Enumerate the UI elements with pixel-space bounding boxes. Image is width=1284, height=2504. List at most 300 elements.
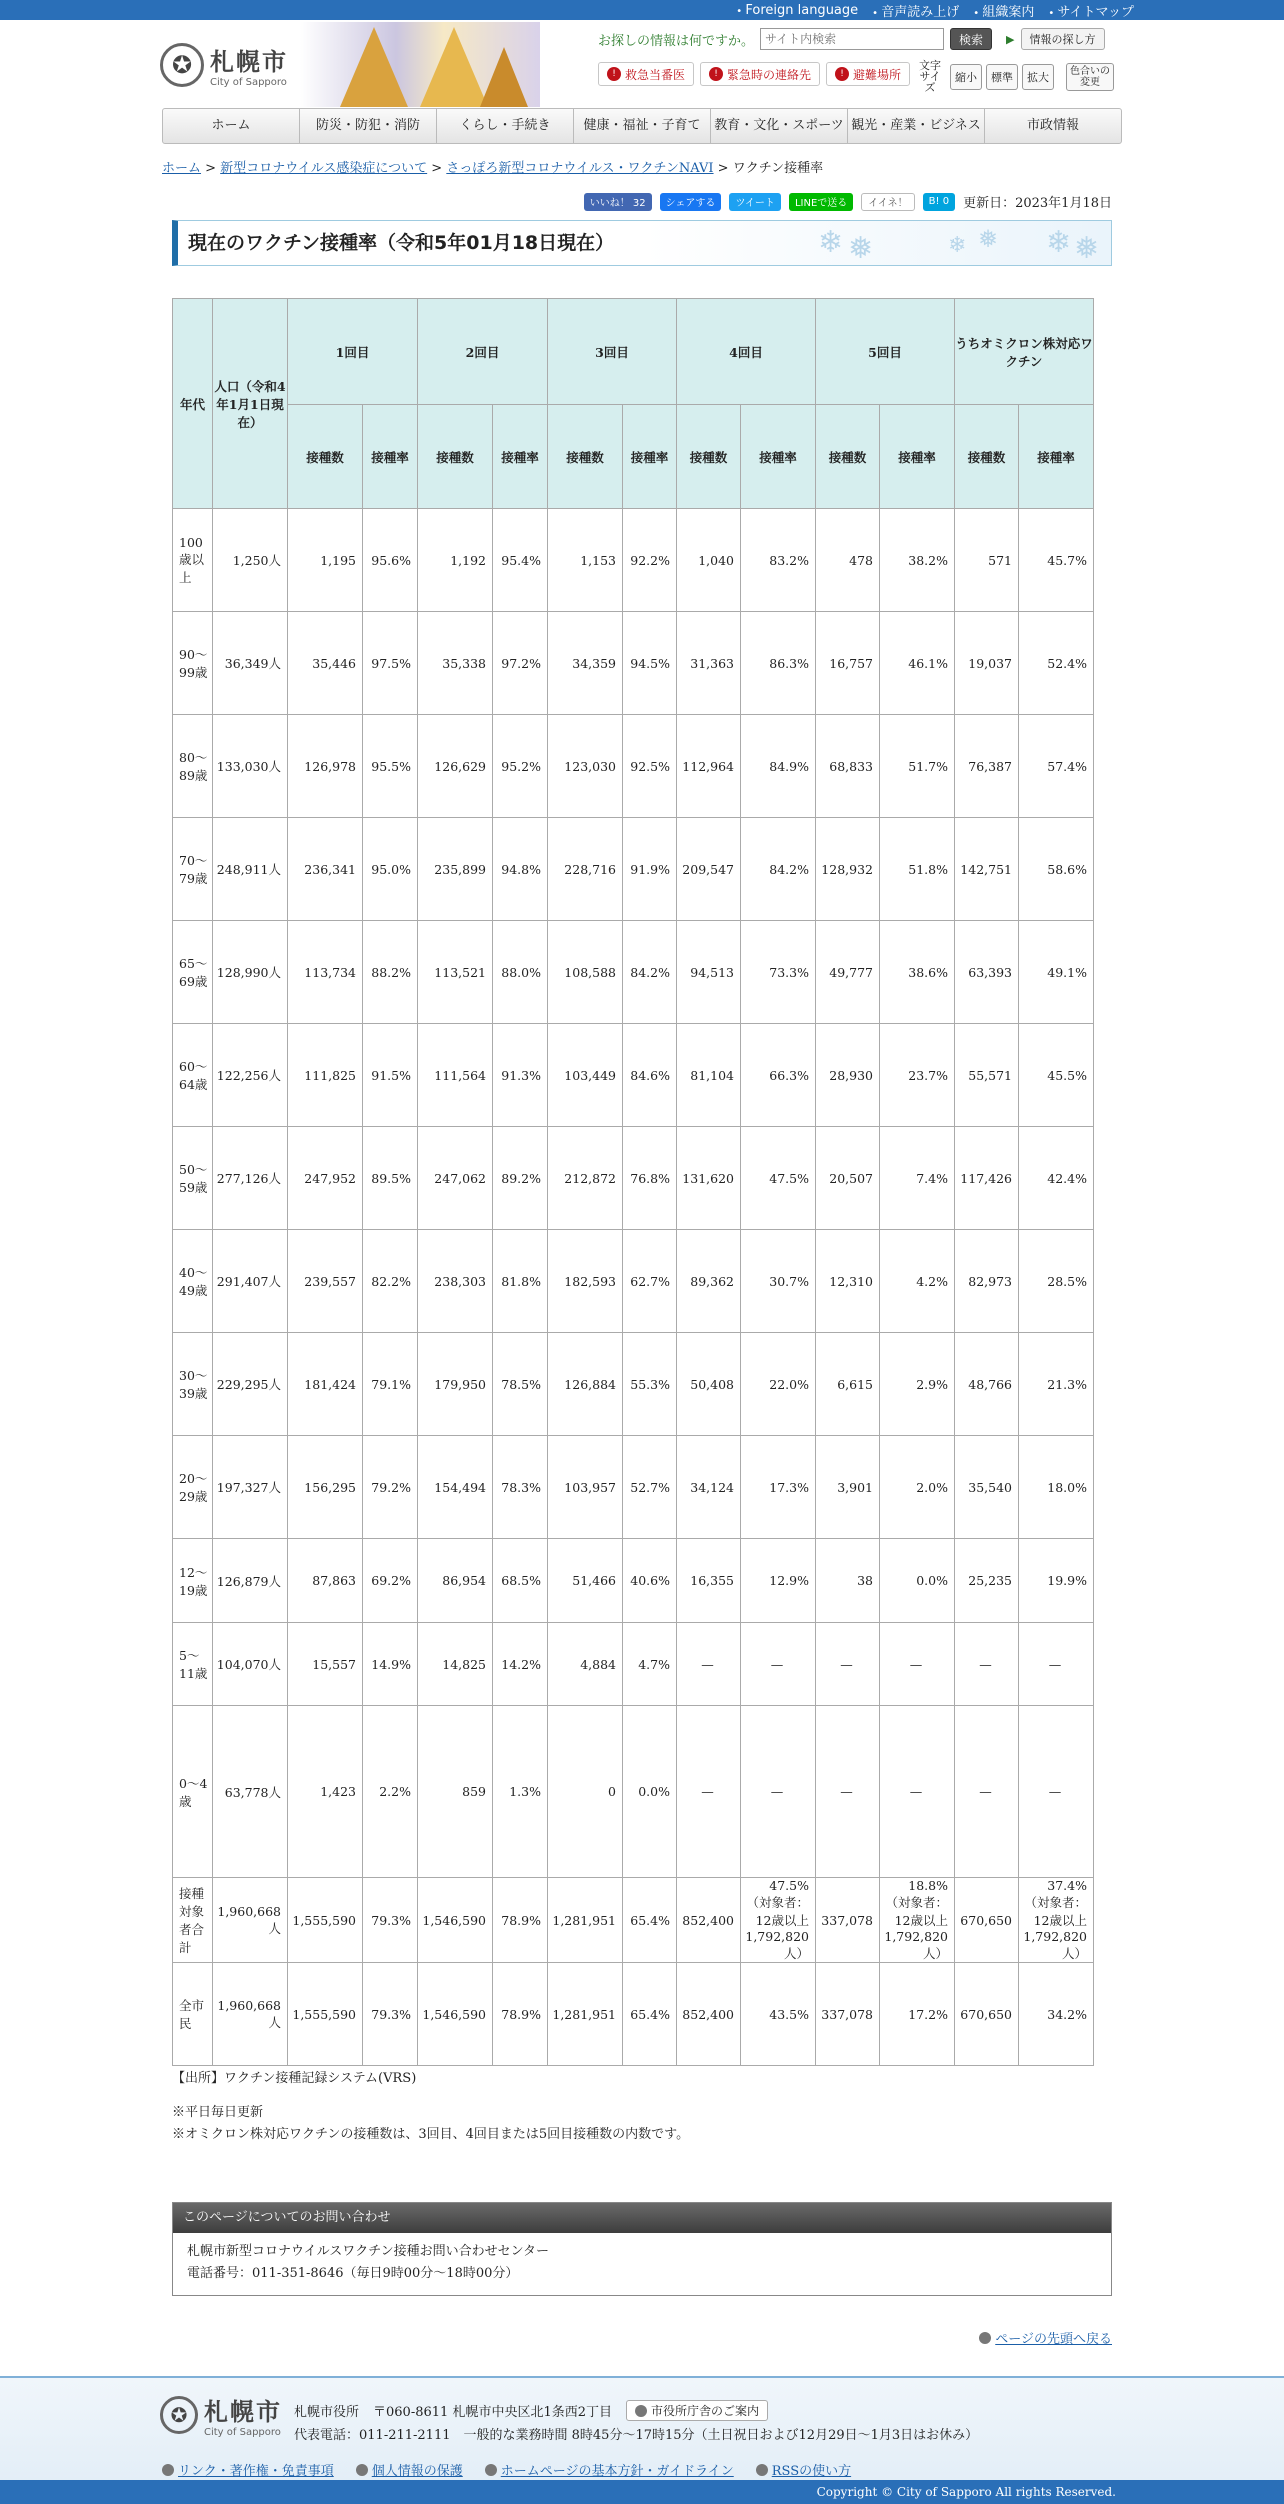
omicron-note: ※オミクロン株対応ワクチンの接種数は、3回目、4回目または5回目接種数の内数です。 [172, 2127, 690, 2142]
facebook-like-button[interactable]: いいね！ 32 [584, 193, 652, 211]
city-emblem-icon: ✪ [160, 2396, 198, 2434]
cell-rate: 89.2% [493, 1127, 548, 1230]
footer-link-privacy[interactable]: 個人情報の保護 [371, 2464, 463, 2479]
nav-city-info[interactable]: 市政情報 [1026, 118, 1079, 133]
snowflake-icon: ❄ [818, 225, 844, 260]
cell-rate: 92.2% [623, 509, 677, 612]
cell-count: 49,777 [816, 921, 880, 1024]
top-links [736, 0, 1134, 20]
cell-population: 128,990人 [213, 921, 288, 1024]
cell-count: 1,546,590 [418, 1878, 493, 1963]
snowflake-icon: ❄ [948, 233, 967, 258]
cell-rate: 91.9% [623, 818, 677, 921]
table-row [173, 1024, 1094, 1127]
cell-population: 277,126人 [213, 1127, 288, 1230]
cell-count: 126,629 [418, 715, 493, 818]
foreign-language-link[interactable]: • Foreign language [736, 3, 858, 18]
cell-rate: 14.9% [363, 1623, 418, 1706]
cell-count: 337,078 [816, 1963, 880, 2066]
page-title-box [172, 220, 1112, 266]
contact-box [172, 2202, 1112, 2296]
cell-count: 247,952 [288, 1127, 363, 1230]
alert-icon: ! [835, 67, 849, 81]
cell-count: 182,593 [548, 1230, 623, 1333]
cell-rate: 18.0% [1019, 1436, 1094, 1539]
cell-rate: 14.2% [493, 1623, 548, 1706]
city-emblem-icon: ✪ [160, 43, 204, 87]
cell-count: 128,932 [816, 818, 880, 921]
cell-count: 209,547 [677, 818, 741, 921]
cell-count: 76,387 [955, 715, 1019, 818]
cell-count: 859 [418, 1706, 493, 1878]
cell-count: 126,884 [548, 1333, 623, 1436]
cell-count: 0 [548, 1706, 623, 1878]
cell-age: 40～49歳 [173, 1230, 213, 1333]
cell-rate: 76.8% [623, 1127, 677, 1230]
cell-population: 197,327人 [213, 1436, 288, 1539]
cell-age: 100歳以上 [173, 509, 213, 612]
cell-count: 1,555,590 [288, 1963, 363, 2066]
cell-count: — [677, 1623, 741, 1706]
search-button[interactable]: 検索 [950, 28, 992, 50]
facebook-share-button[interactable]: シェアする [660, 193, 722, 211]
tweet-button[interactable]: ツイート [729, 193, 781, 211]
back-to-top [979, 2328, 1112, 2347]
cell-count: 236,341 [288, 818, 363, 921]
cell-count: 38 [816, 1539, 880, 1623]
cell-count: 4,884 [548, 1623, 623, 1706]
header-rate: 接種率 [1019, 405, 1094, 509]
cell-count: 113,734 [288, 921, 363, 1024]
cell-count: 1,040 [677, 509, 741, 612]
cell-rate: 2.0% [880, 1436, 955, 1539]
cell-count: 238,303 [418, 1230, 493, 1333]
nav-living[interactable]: くらし・手続き [437, 109, 574, 143]
cell-rate: 52.4% [1019, 612, 1094, 715]
cell-age: 50～59歳 [173, 1127, 213, 1230]
cell-count: 852,400 [677, 1963, 741, 2066]
cell-rate: 42.4% [1019, 1127, 1094, 1230]
table-row [173, 715, 1094, 818]
cell-rate: 73.3% [741, 921, 816, 1024]
footer-address: 〒060-8611 札幌市中央区北1条西2丁目 [373, 2405, 612, 2420]
cell-population: 104,070人 [213, 1623, 288, 1706]
line-button[interactable]: LINEで送る [789, 193, 853, 211]
logo-jp: 札幌市 [210, 48, 288, 76]
emergency-contact-button[interactable]: ! 緊急時の連絡先 [700, 62, 820, 86]
source-note: 【出所】ワクチン接種記録システム(VRS) [172, 2071, 417, 2086]
cell-rate: 4.2% [880, 1230, 955, 1333]
logo-en: City of Sapporo [210, 77, 287, 88]
breadcrumb-home[interactable]: ホーム [162, 161, 202, 176]
search-bar [598, 28, 1105, 50]
cell-rate: 18.8%（対象者：12歳以上1,792,820人） [880, 1878, 955, 1963]
table-row [173, 1127, 1094, 1230]
arrow-icon [162, 2464, 174, 2476]
cell-count: 82,973 [955, 1230, 1019, 1333]
header-dose-2: 2回目 [418, 299, 548, 405]
cell-age: 20～29歳 [173, 1436, 213, 1539]
nav-education[interactable]: 教育・文化・スポーツ [711, 109, 848, 143]
cell-count: 89,362 [677, 1230, 741, 1333]
table-row [173, 1333, 1094, 1436]
cell-rate: 30.7% [741, 1230, 816, 1333]
cell-rate: 47.5%（対象者：12歳以上1,792,820人） [741, 1878, 816, 1963]
cell-rate: 51.8% [880, 818, 955, 921]
cell-population: 1,250人 [213, 509, 288, 612]
footer-office: 札幌市役所 [294, 2405, 360, 2420]
snowflake-icon: ❅ [978, 225, 999, 253]
table-row [173, 1436, 1094, 1539]
footer-phone: 代表電話：011-211-2111 一般的な業務時間 8時45分～17時15分（土日祝日および12月29日～1月3日はお休み） [294, 2428, 979, 2443]
cell-count: 571 [955, 509, 1019, 612]
font-size-label: 文字サイズ [919, 59, 941, 94]
cell-count: 111,564 [418, 1024, 493, 1127]
snowflake-icon: ❅ [848, 231, 874, 266]
header-dose-1: 1回目 [288, 299, 418, 405]
copyright: Copyright © City of Sapporo All rights Reserved. [0, 2480, 1284, 2504]
cell-population: 1,960,668人 [213, 1963, 288, 2066]
cell-rate: 89.5% [363, 1127, 418, 1230]
cell-rate: 19.9% [1019, 1539, 1094, 1623]
cell-age: 30～39歳 [173, 1333, 213, 1436]
table-row [173, 509, 1094, 612]
cell-rate: 0.0% [623, 1706, 677, 1878]
cell-rate: 78.3% [493, 1436, 548, 1539]
cell-population: 36,349人 [213, 612, 288, 715]
cell-count: 94,513 [677, 921, 741, 1024]
cell-rate: 79.1% [363, 1333, 418, 1436]
updated-date: 更新日：2023年1月18日 [963, 196, 1112, 211]
header-rate: 接種率 [493, 405, 548, 509]
cell-count: — [955, 1623, 1019, 1706]
header-population: 人口（令和4年1月1日現在） [213, 299, 288, 509]
cell-rate: 45.5% [1019, 1024, 1094, 1127]
cell-count: — [816, 1706, 880, 1878]
update-note: ※平日毎日更新 [172, 2105, 264, 2120]
back-to-top-link[interactable]: ページの先頭へ戻る [995, 2332, 1112, 2347]
cell-rate: 17.2% [880, 1963, 955, 2066]
cell-population: 133,030人 [213, 715, 288, 818]
cell-rate: 2.2% [363, 1706, 418, 1878]
cell-rate: 1.3% [493, 1706, 548, 1878]
cell-population: 1,960,668人 [213, 1878, 288, 1963]
header-rate: 接種率 [623, 405, 677, 509]
office-guide-button[interactable]: 市役所庁舎のご案内 [626, 2400, 768, 2421]
cell-count: 51,466 [548, 1539, 623, 1623]
cell-rate: 84.6% [623, 1024, 677, 1127]
cell-rate: 49.1% [1019, 921, 1094, 1024]
cell-rate: 7.4% [880, 1127, 955, 1230]
cell-count: — [816, 1623, 880, 1706]
footer-links [162, 2460, 851, 2479]
header-age: 年代 [173, 299, 213, 509]
hatena-button[interactable]: B! 0 [923, 193, 955, 211]
header-count: 接種数 [816, 405, 880, 509]
cell-count: 142,751 [955, 818, 1019, 921]
cell-rate: 78.9% [493, 1878, 548, 1963]
header-rate: 接種率 [363, 405, 418, 509]
cell-age: 12～19歳 [173, 1539, 213, 1623]
cell-rate: 81.8% [493, 1230, 548, 1333]
cell-count: 15,557 [288, 1623, 363, 1706]
cell-rate: — [1019, 1706, 1094, 1878]
cell-count: 20,507 [816, 1127, 880, 1230]
footer [0, 2376, 1284, 2480]
cell-rate: 34.2% [1019, 1963, 1094, 2066]
breadcrumb: ホーム > 新型コロナウイルス感染症について > さっぽろ新型コロナウイルス・ワクチンNAVI > ワクチン接種率 [162, 161, 824, 176]
header-dose-3: 3回目 [548, 299, 677, 405]
cell-count: 131,620 [677, 1127, 741, 1230]
table-row [173, 921, 1094, 1024]
footer-logo[interactable] [160, 2392, 282, 2438]
cell-count: 14,825 [418, 1623, 493, 1706]
header-count: 接種数 [288, 405, 363, 509]
cell-count: 337,078 [816, 1878, 880, 1963]
cell-count: 35,540 [955, 1436, 1019, 1539]
cell-rate: 95.0% [363, 818, 418, 921]
organization-link[interactable]: • 組織案内 [973, 1, 1034, 20]
cell-count: 31,363 [677, 612, 741, 715]
cell-rate: 66.3% [741, 1024, 816, 1127]
cell-rate: 86.3% [741, 612, 816, 715]
cell-rate: 55.3% [623, 1333, 677, 1436]
cell-rate: 88.2% [363, 921, 418, 1024]
cell-count: 1,546,590 [418, 1963, 493, 2066]
page-title: 現在のワクチン接種率（令和5年01月18日現在） [188, 232, 615, 254]
emergency-links [598, 62, 910, 86]
cell-rate: 79.3% [363, 1878, 418, 1963]
cell-rate: 21.3% [1019, 1333, 1094, 1436]
cell-rate: 47.5% [741, 1127, 816, 1230]
arrow-up-icon [979, 2332, 991, 2344]
sitemap-link[interactable]: • サイトマップ [1048, 1, 1134, 20]
table-row [173, 818, 1094, 921]
cell-count: 181,424 [288, 1333, 363, 1436]
cell-count: 68,833 [816, 715, 880, 818]
nav-home[interactable]: ホーム [163, 109, 300, 143]
cell-rate: 38.2% [880, 509, 955, 612]
cell-count: 63,393 [955, 921, 1019, 1024]
cell-age: 70～79歳 [173, 818, 213, 921]
cell-rate: 0.0% [880, 1539, 955, 1623]
cell-rate: 91.5% [363, 1024, 418, 1127]
font-large-button[interactable]: 拡大 [1022, 64, 1054, 90]
search-prompt: お探しの情報は何ですか。 [598, 33, 755, 49]
cell-population: 291,407人 [213, 1230, 288, 1333]
cell-rate: 78.9% [493, 1963, 548, 2066]
cell-rate: 68.5% [493, 1539, 548, 1623]
footer-link-policy[interactable]: ホームページの基本方針・ガイドライン [500, 2464, 734, 2479]
cell-count: 123,030 [548, 715, 623, 818]
cell-rate: 69.2% [363, 1539, 418, 1623]
search-input[interactable] [760, 28, 944, 50]
cell-rate: 97.5% [363, 612, 418, 715]
cell-rate: 95.4% [493, 509, 548, 612]
cell-rate: 83.2% [741, 509, 816, 612]
cell-count: 247,062 [418, 1127, 493, 1230]
cell-count: 852,400 [677, 1878, 741, 1963]
cell-rate: 52.7% [623, 1436, 677, 1539]
header-count: 接種数 [677, 405, 741, 509]
cell-rate: 94.8% [493, 818, 548, 921]
cell-count: 235,899 [418, 818, 493, 921]
color-change-button[interactable]: 色合いの変更 [1066, 63, 1114, 91]
cell-count: 670,650 [955, 1878, 1019, 1963]
cell-count: 212,872 [548, 1127, 623, 1230]
cell-count: 239,557 [288, 1230, 363, 1333]
cell-rate: 94.5% [623, 612, 677, 715]
cell-population: 126,879人 [213, 1539, 288, 1623]
cell-age: 5～11歳 [173, 1623, 213, 1706]
cell-rate: — [1019, 1623, 1094, 1706]
cell-rate: 84.2% [741, 818, 816, 921]
font-normal-button[interactable]: 標準 [986, 64, 1018, 90]
cell-count: 1,192 [418, 509, 493, 612]
cell-count: 103,449 [548, 1024, 623, 1127]
cell-count: 228,716 [548, 818, 623, 921]
cell-count: 478 [816, 509, 880, 612]
cell-rate: 88.0% [493, 921, 548, 1024]
arrow-icon [356, 2464, 368, 2476]
breadcrumb-current: ワクチン接種率 [732, 161, 824, 176]
cell-age: 全市民 [173, 1963, 213, 2066]
table-row [173, 1706, 1094, 1878]
header-dose-5: 5回目 [816, 299, 955, 405]
header-count: 接種数 [955, 405, 1019, 509]
font-small-button[interactable]: 縮小 [950, 64, 982, 90]
header-rate: 接種率 [741, 405, 816, 509]
cell-count: 117,426 [955, 1127, 1019, 1230]
footer-link-rss[interactable]: RSSの使い方 [771, 2464, 852, 2479]
site-logo[interactable] [160, 42, 288, 88]
cell-rate: 45.7% [1019, 509, 1094, 612]
cell-rate: 37.4%（対象者：12歳以上1,792,820人） [1019, 1878, 1094, 1963]
cell-count: 1,555,590 [288, 1878, 363, 1963]
arrow-icon [635, 2405, 647, 2417]
table-row [173, 1623, 1094, 1706]
font-size-controls [914, 60, 1114, 93]
alert-icon: ! [607, 67, 621, 81]
evacuation-button[interactable]: ! 避難場所 [826, 62, 910, 86]
table-row [173, 1878, 1094, 1963]
cell-count: — [677, 1706, 741, 1878]
howto-search-button[interactable]: 情報の探し方 [1021, 28, 1105, 50]
cell-count: 16,757 [816, 612, 880, 715]
cell-age: 65～69歳 [173, 921, 213, 1024]
footer-logo-jp: 札幌市 [204, 2398, 282, 2426]
mixi-button[interactable]: イイネ！ [861, 193, 914, 211]
cell-population: 229,295人 [213, 1333, 288, 1436]
cell-count: 154,494 [418, 1436, 493, 1539]
cell-count: 1,423 [288, 1706, 363, 1878]
cell-count: 48,766 [955, 1333, 1019, 1436]
cell-count: 86,954 [418, 1539, 493, 1623]
cell-rate: — [880, 1706, 955, 1878]
footer-link-copyright[interactable]: リンク・著作権・免責事項 [178, 2464, 334, 2479]
cell-rate: 91.3% [493, 1024, 548, 1127]
header-dose-4: 4回目 [677, 299, 816, 405]
cell-rate: 82.2% [363, 1230, 418, 1333]
cell-rate: — [741, 1623, 816, 1706]
play-icon: ▶ [1006, 32, 1015, 46]
cell-rate: 23.7% [880, 1024, 955, 1127]
cell-count: 670,650 [955, 1963, 1019, 2066]
table-row [173, 1539, 1094, 1623]
cell-count: 34,359 [548, 612, 623, 715]
cell-rate: 92.5% [623, 715, 677, 818]
cell-rate: 22.0% [741, 1333, 816, 1436]
cell-age: 60～64歳 [173, 1024, 213, 1127]
cell-count: 1,195 [288, 509, 363, 612]
cell-count: 103,957 [548, 1436, 623, 1539]
cell-count: 1,281,951 [548, 1963, 623, 2066]
cell-rate: 51.7% [880, 715, 955, 818]
breadcrumb-vaccine-navi[interactable]: さっぽろ新型コロナウイルス・ワクチンNAVI [446, 161, 714, 176]
snowflake-icon: ❅ [1074, 231, 1100, 266]
contact-title: このページについてのお問い合わせ [173, 2203, 1111, 2233]
nav-tourism[interactable]: 観光・産業・ビジネス [848, 109, 985, 143]
cell-count: 113,521 [418, 921, 493, 1024]
cell-rate: 58.6% [1019, 818, 1094, 921]
cell-count: 50,408 [677, 1333, 741, 1436]
cell-count: 81,104 [677, 1024, 741, 1127]
cell-rate: 28.5% [1019, 1230, 1094, 1333]
cell-count: 126,978 [288, 715, 363, 818]
cell-count: 6,615 [816, 1333, 880, 1436]
emergency-doctor-button[interactable]: ! 救急当番医 [598, 62, 694, 86]
cell-population: 248,911人 [213, 818, 288, 921]
voice-reading-link[interactable]: • 音声読み上げ [872, 1, 959, 20]
cell-rate: 12.9% [741, 1539, 816, 1623]
cell-count: 25,235 [955, 1539, 1019, 1623]
cell-age: 80～89歳 [173, 715, 213, 818]
contact-tel: 電話番号：011-351-8646（毎日9時00分～18時00分） [187, 2266, 519, 2281]
nav-disaster[interactable]: 防災・防犯・消防 [300, 109, 437, 143]
global-nav [162, 108, 1122, 144]
cell-rate: 84.2% [623, 921, 677, 1024]
footer-logo-en: City of Sapporo [204, 2427, 281, 2438]
cell-rate: 79.2% [363, 1436, 418, 1539]
snowflake-icon: ❄ [1046, 225, 1072, 260]
breadcrumb-covid[interactable]: 新型コロナウイルス感染症について [220, 161, 428, 176]
cell-count: 12,310 [816, 1230, 880, 1333]
cell-age: 90～99歳 [173, 612, 213, 715]
arrow-icon [485, 2464, 497, 2476]
cell-age: 0～4歳 [173, 1706, 213, 1878]
cell-population: 63,778人 [213, 1706, 288, 1878]
cell-count: 19,037 [955, 612, 1019, 715]
header-image [300, 22, 540, 107]
cell-count: 112,964 [677, 715, 741, 818]
arrow-icon [756, 2464, 768, 2476]
table-row [173, 612, 1094, 715]
cell-count: 1,281,951 [548, 1878, 623, 1963]
cell-rate: — [741, 1706, 816, 1878]
cell-count: 34,124 [677, 1436, 741, 1539]
cell-count: 179,950 [418, 1333, 493, 1436]
table-row [173, 1230, 1094, 1333]
cell-age: 接種対象者合計 [173, 1878, 213, 1963]
cell-count: 111,825 [288, 1024, 363, 1127]
cell-rate: 84.9% [741, 715, 816, 818]
cell-rate: 79.3% [363, 1963, 418, 2066]
header-rate: 接種率 [880, 405, 955, 509]
nav-health[interactable]: 健康・福祉・子育て [574, 109, 711, 143]
cell-rate: 95.5% [363, 715, 418, 818]
cell-rate: 95.2% [493, 715, 548, 818]
alert-icon: ! [709, 67, 723, 81]
